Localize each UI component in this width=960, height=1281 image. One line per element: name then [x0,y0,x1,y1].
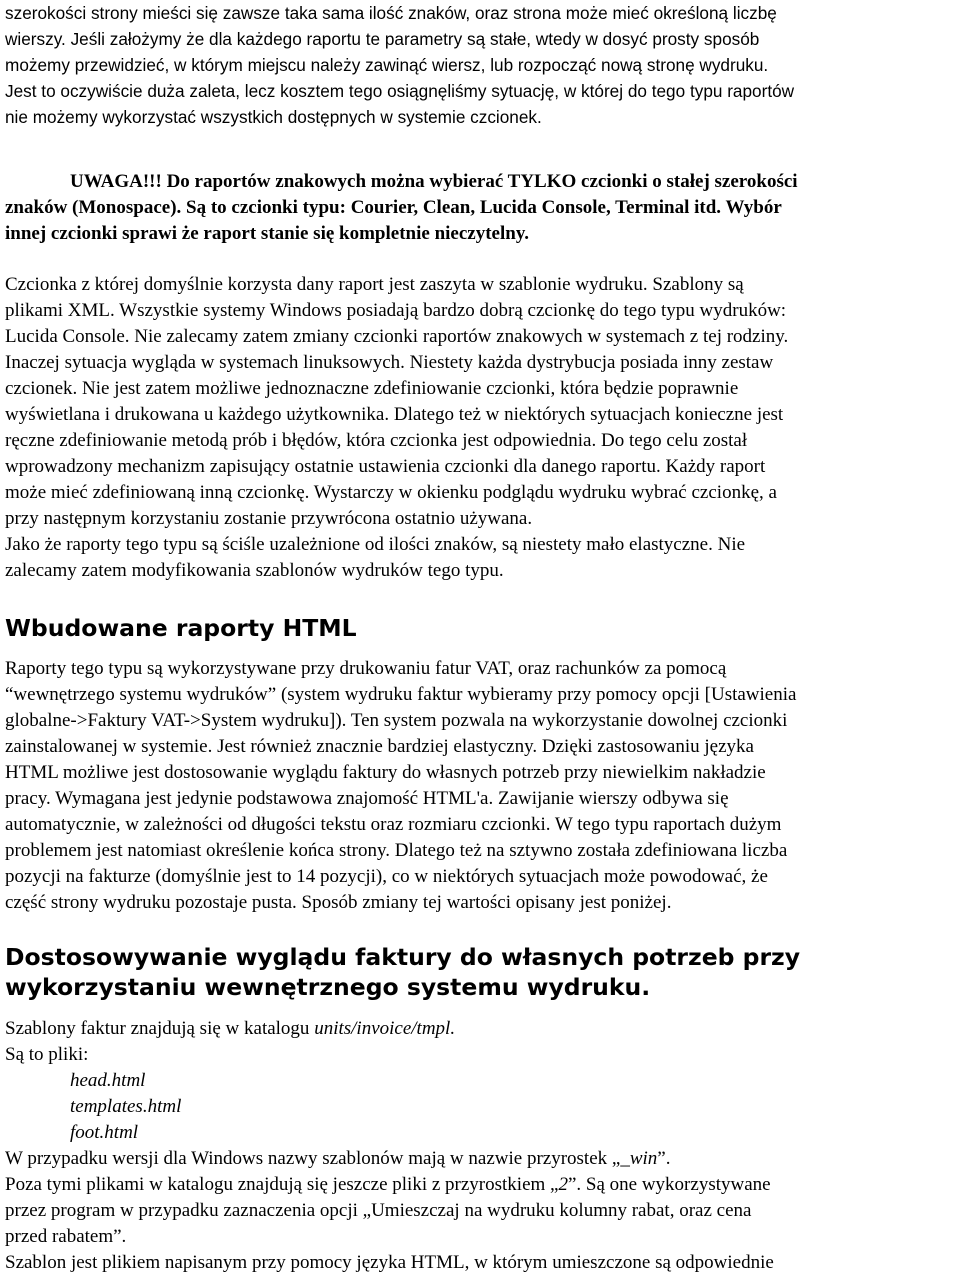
text-line: UWAGA!!! Do raportów znakowych można wybierać TYLKO czcionki o stałej szerokości [70,171,798,192]
text-line: HTML możliwe jest dostosowanie wyglądu faktury do własnych potrzeb przy niewielkim nakładzie [5,762,766,783]
text-line: zainstalowanej w systemie. Jest również znacznie bardziej elastyczny. Dzięki zastosowaniu języka [5,736,754,757]
text-line: czcionek. Nie jest zatem możliwe jednoznaczne zdefiniowanie czcionki, która będzie poprawnie [5,378,739,399]
text-line: przez program w przypadku zaznaczenia opcji „Umieszczaj na wydruku kolumny rabat, oraz cena [5,1200,752,1221]
section-heading-customization [5,942,800,1002]
text-line: innej czcionki sprawi że raport stanie się kompletnie nieczytelny. [5,223,530,244]
suffix-value: 2 [558,1174,568,1195]
text-fragment: Poza tymi plikami w katalogu znajdują się jeszcze pliki z przyrostkiem „ [5,1174,559,1195]
text-line: wierszy. Jeśli założymy że dla każdego raportu te parametry są stałe, wtedy w dosyć prosty sposób [5,29,760,49]
suffix-value: _win [620,1148,658,1169]
templates-path: units/invoice/tmpl. [314,1018,456,1039]
windows-suffix-line [5,1146,774,1172]
file-name: foot.html [70,1122,139,1143]
files-intro-line: Są to pliki: [5,1044,89,1065]
customization-body [5,1016,774,1276]
text-line: plikami XML. Wszystkie systemy Windows posiadają bardzo dobrą czcionkę do tego typu wydruków: [5,300,787,321]
text-fragment: Szablony faktur znajdują się w katalogu [5,1018,315,1039]
text-line: pozycji na fakturze (domyślnie jest to 14 pozycji), co w niektórych sytuacjach może powodować, że [5,866,768,887]
fonts-paragraph [5,272,788,584]
text-line: Jest to oczywiście duża zaleta, lecz kosztem tego osiągnęliśmy sytuację, w której do tego typu raportów [5,81,795,101]
html-reports-paragraph [5,656,796,916]
text-line: Jako że raporty tego typu są ściśle uzależnione od ilości znaków, są niestety mało elastyczne. Nie [5,534,746,555]
text-line: wprowadzony mechanizm zapisujący ostatnie ustawienia czcionki dla danego raportu. Każdy raport [5,456,766,477]
file-name: head.html [70,1070,146,1091]
text-line: pracy. Wymagana jest jedynie podstawowa znajomość HTML'a. Zawijanie wierszy odbywa się [5,788,729,809]
text-line: problemem jest natomiast określenie końca strony. Dlatego też na sztywno została zdefiniowana liczba [5,840,788,861]
text-line: wyświetlana i drukowana u każdego użytkownika. Dlatego też w niektórych sytuacjach konieczne jest [5,404,784,425]
text-line: nie możemy wykorzystać wszystkich dostępnych w systemie czcionek. [5,107,542,127]
warning-paragraph [5,169,798,247]
text-line: może mieć zdefiniowaną inną czcionkę. Wystarczy w okienku podglądu wydruku wybrać czcionkę, a [5,482,777,503]
text-line: “wewnętrzego systemu wydruków” (system wydruku faktur wybieramy przy pomocy opcji [Ustawienia [5,684,797,705]
text-line: Czcionka z której domyślnie korzysta dany raport jest zaszyta w szablonie wydruku. Szablony są [5,274,744,295]
text-line: przy następnym korzystaniu zostanie przywrócona ostatnio używana. [5,508,533,529]
text-line: Inaczej sytuacja wygląda w systemach linuksowych. Niestety każda dystrybucja posiada inny zestaw [5,352,774,373]
text-line: globalne->Faktury VAT->System wydruku]). Ten system pozwala na wykorzystanie dowolnej czcionki [5,710,788,731]
templates-location-line [5,1016,774,1042]
section-heading-html-reports: Wbudowane raporty HTML [5,614,357,642]
text-line: automatycznie, w zależności od długości tekstu oraz rozmiaru czcionki. W tego typu raportach dużym [5,814,782,835]
text-line: możemy przewidzieć, w którym miejscu należy zawinąć wiersz, lub rozpocząć nową stronę wydruku. [5,55,769,75]
text-line: szerokości strony mieści się zawsze taka sama ilość znaków, oraz strona może mieć określoną liczbę [5,3,777,23]
text-fragment: ”. [657,1148,671,1169]
text-line: Szablon jest plikiem napisanym przy pomocy języka HTML, w którym umieszczone są odpowiednie [5,1252,774,1273]
text-line: zalecamy zatem modyfikowania szablonów wydruków tego typu. [5,560,504,581]
text-line: znaków (Monospace). Są to czcionki typu: Courier, Clean, Lucida Console, Terminal itd. Wybór [5,197,782,218]
file-name: templates.html [70,1096,182,1117]
heading-line: Dostosowywanie wyglądu faktury do własnych potrzeb przy [5,943,801,971]
text-line: ręczne zdefiniowanie metodą prób i błędów, która czcionka jest odpowiednia. Do tego celu został [5,430,748,451]
intro-paragraph [5,0,794,130]
text-line: Raporty tego typu są wykorzystywane przy drukowaniu fatur VAT, oraz rachunków za pomocą [5,658,727,679]
text-line: Lucida Console. Nie zalecamy zatem zmiany czcionki raportów znakowych w systemach z tej rodziny. [5,326,789,347]
heading-line: wykorzystaniu wewnętrznego systemu wydruku. [5,973,651,1001]
text-fragment: W przypadku wersji dla Windows nazwy szablonów mają w nazwie przyrostek „ [5,1148,621,1169]
text-fragment: ”. Są one wykorzystywane [567,1174,771,1195]
text-line: część strony wydruku pozostaje pusta. Sposób zmiany tej wartości opisany jest poniżej. [5,892,672,913]
other-suffix-line [5,1172,774,1198]
text-line: przed rabatem”. [5,1226,127,1247]
